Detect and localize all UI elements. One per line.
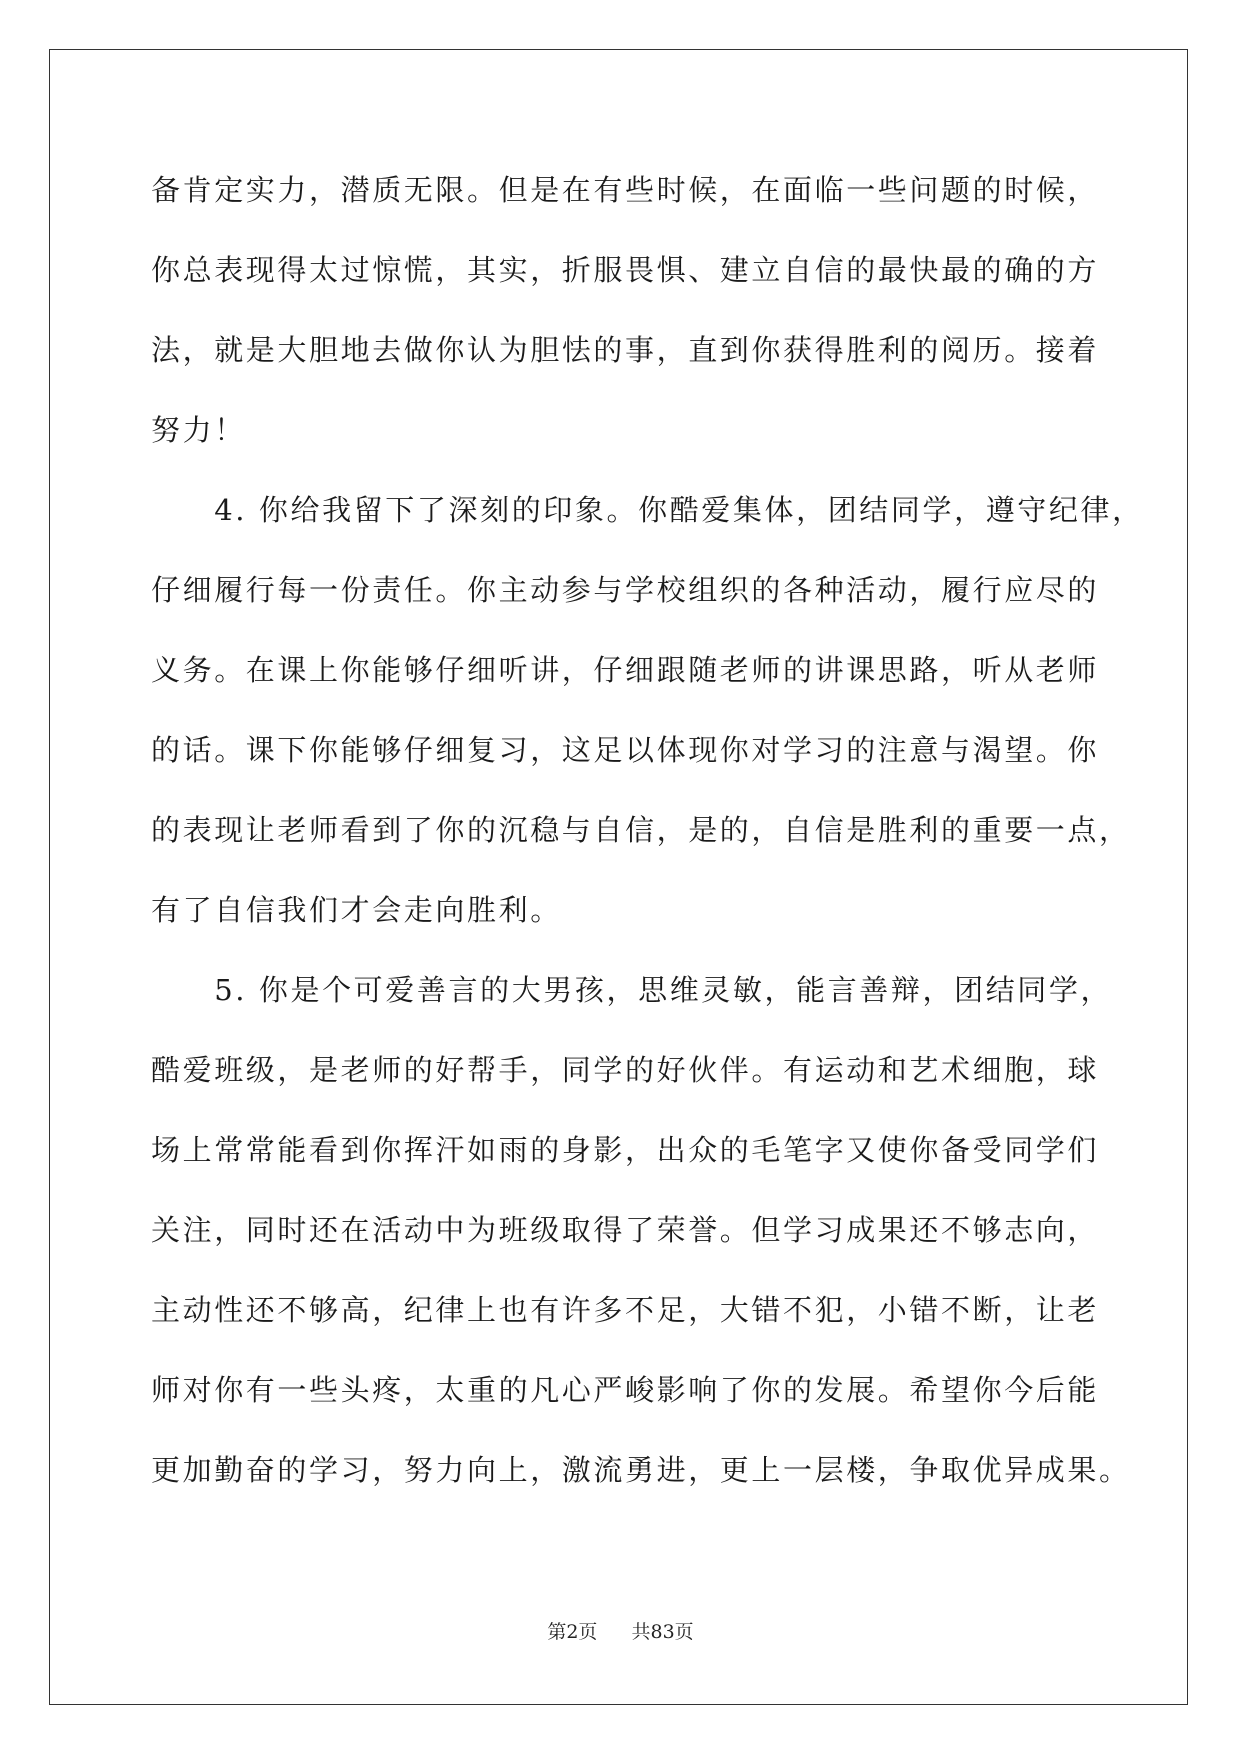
- page-total: 共83页: [631, 1621, 694, 1643]
- paragraph-line: 的话。课下你能够仔细复习，这足以体现你对学习的注意与渴望。你: [151, 733, 1100, 767]
- paragraph-line: 关注，同时还在活动中为班级取得了荣誉。但学习成果还不够志向，: [151, 1213, 1100, 1247]
- paragraph-line: 义务。在课上你能够仔细听讲，仔细跟随老师的讲课思路，听从老师: [151, 653, 1100, 687]
- paragraph-line: 有了自信我们才会走向胜利。: [151, 893, 562, 927]
- paragraph-line: 4. 你给我留下了深刻的印象。你酷爱集体，团结同学，遵守纪律，: [151, 493, 1144, 527]
- paragraph-line: 仔细履行每一份责任。你主动参与学校组织的各种活动，履行应尽的: [151, 573, 1100, 607]
- page-number: 第2页: [547, 1621, 598, 1643]
- paragraph-line: 的表现让老师看到了你的沉稳与自信，是的，自信是胜利的重要一点，: [151, 813, 1131, 847]
- paragraph-line: 法，就是大胆地去做你认为胆怯的事，直到你获得胜利的阅历。接着: [151, 333, 1100, 367]
- paragraph-line: 备肯定实力，潜质无限。但是在有些时候，在面临一些问题的时候，: [151, 173, 1100, 207]
- paragraph-line: 场上常常能看到你挥汗如雨的身影，出众的毛笔字又使你备受同学们: [151, 1133, 1100, 1167]
- page-footer: [0, 1620, 1241, 1644]
- paragraph-line: 努力！: [151, 413, 246, 447]
- paragraph-line: 更加勤奋的学习，努力向上，激流勇进，更上一层楼，争取优异成果。: [151, 1453, 1131, 1487]
- paragraph-line: 5. 你是个可爱善言的大男孩，思维灵敏，能言善辩，团结同学，: [151, 973, 1113, 1007]
- paragraph-line: 你总表现得太过惊慌，其实，折服畏惧、建立自信的最快最的确的方: [151, 253, 1100, 287]
- paragraph-line: 主动性还不够高，纪律上也有许多不足，大错不犯，小错不断，让老: [151, 1293, 1100, 1327]
- paragraph-line: 师对你有一些头疼，太重的凡心严峻影响了你的发展。希望你今后能: [151, 1373, 1100, 1407]
- paragraph-line: 酷爱班级，是老师的好帮手，同学的好伙伴。有运动和艺术细胞，球: [151, 1053, 1100, 1087]
